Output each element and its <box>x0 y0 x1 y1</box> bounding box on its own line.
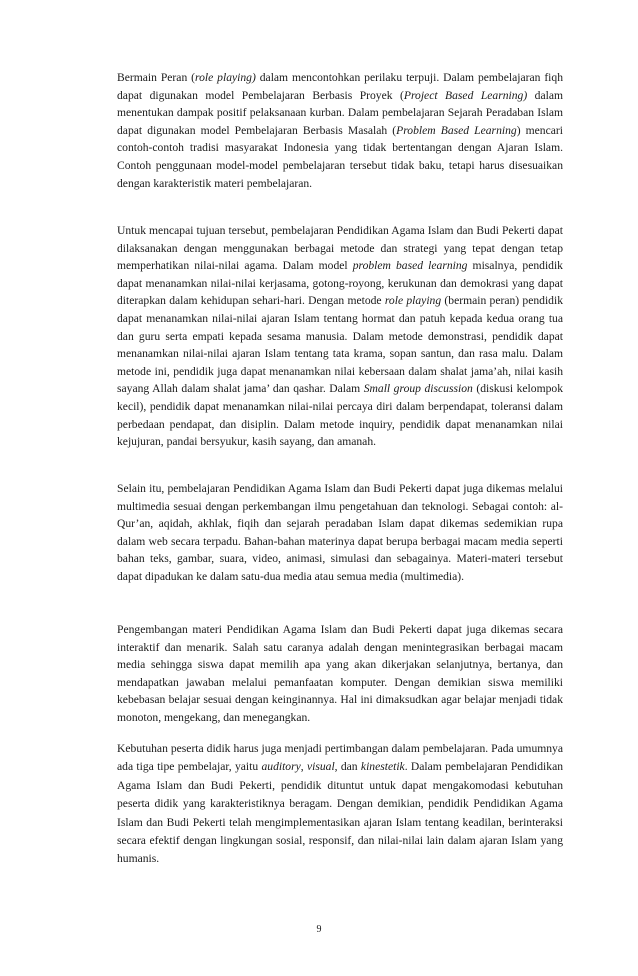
text-run: dalam menentukan dampak positif pelaksanaan kurban. Dalam pembelajaran Sejarah Peradaban Islam dapat digunakan model Pembelajaran Berbasis Masalah ( <box>117 88 563 137</box>
paragraph-3 <box>117 480 563 586</box>
text-run: dalam mencontohkan perilaku terpuji. Dalam pembelajaran fiqh dapat digunakan model Pembelajaran Berbasis Proyek ( <box>117 71 563 102</box>
text-run: Untuk mencapai tujuan tersebut, pembelajaran Pendidikan Agama Islam dan Budi Pekerti dapat dilaksanakan dengan menggunakan berbagai metode dan strategi yang tepat dengan tetap memperhatikan nilai-nilai agama. Dalam model <box>117 224 563 273</box>
text-run: Selain itu, pembelajaran Pendidikan Agama Islam dan Budi Pekerti dapat juga dikemas melalui multimedia sesuai dengan perkembangan ilmu pengetahuan dan teknologi. Sebagai contoh: al-Qur’an, aqidah, akhlak, fiqih dan sejarah peradaban Islam dapat dikemas sedemikian rupa dalam web secara terpadu. Bahan-bahan materinya dapat berupa berbagai macam media seperti bahan teks, gambar, suara, video, animasi, simulasi dan sebagainya. Materi-materi tersebut dapat dipadukan ke dalam satu-dua media atau semua media (multimedia). <box>117 482 563 583</box>
paragraph-4 <box>117 621 563 727</box>
text-run: Kebutuhan peserta didik harus juga menjadi pertimbangan dalam pembelajaran. Pada umumnya ada tiga tipe pembelajar, yaitu <box>117 742 563 774</box>
italic-text-run: Project Based Learning) <box>403 88 528 102</box>
italic-text-run: Small group discussion <box>363 382 473 396</box>
paragraph-5 <box>117 740 563 869</box>
italic-text-run: kinestetik <box>360 760 405 774</box>
italic-text-run: problem based learning <box>352 259 468 273</box>
paragraph-1 <box>117 69 563 192</box>
text-run: (diskusi kelompok kecil), pendidik dapat menanamkan nilai-nilai percaya diri dalam berpendapat, toleransi dalam perbedaan pendapat, dan disiplin. Dalam metode inquiry, pendidik dapat menanamkan nilai kejujuran, pandai bersyukur, kasih sayang, dan amanah. <box>117 382 563 449</box>
paragraph-2 <box>117 222 563 451</box>
italic-text-run: role playing <box>384 294 442 308</box>
text-run: , <box>300 760 307 774</box>
text-run: misalnya, pendidik dapat menanamkan nilai-nilai kerjasama, gotong-royong, kerukunan dan demokrasi yang dapat diterapkan dalam kehidupan sehari-hari. Dengan metode <box>117 259 563 308</box>
text-run: , dan <box>334 760 361 774</box>
text-run: . Dalam pembelajaran Pendidikan Agama Islam dan Budi Pekerti, pendidik dituntut untuk dapat mengakomodasi kebutuhan peserta didik yang karakteristiknya beragam. Dengan demikian, pendidik Pendidikan Agama Islam dan Budi Pekerti telah mengimplementasikan ajaran Islam tentang keadilan, berinteraksi secara efektif dengan lingkungan sosial, responsif, dan nilai-nilai lain dalam ajaran Islam yang humanis. <box>117 760 564 866</box>
italic-text-run: auditory <box>261 760 301 774</box>
text-run: Bermain Peran ( <box>117 71 196 84</box>
italic-text-run: Problem Based Learning <box>396 123 517 137</box>
text-run: ) mencari contoh-contoh tradisi masyarakat Indonesia yang tidak bertentangan dengan Ajaran Islam. Contoh penggunaan model-model pembelajaran tersebut tidak baku, tetapi harus disesuaikan dengan karakteristik materi pembelajaran. <box>117 123 563 190</box>
text-run: Pengembangan materi Pendidikan Agama Islam dan Budi Pekerti dapat juga dikemas secara interaktif dan menarik. Salah satu caranya adalah dengan menintegrasikan berbagai macam media sehingga siswa dapat memilih apa yang akan dikerjakan selanjutnya, bertanya, dan mendapatkan jawaban melalui pemanfaatan komputer. Dengan demikian siswa memiliki kebebasan belajar sesuai dengan keinginannya. Hal ini dimaksudkan agar belajar menjadi tidak monoton, mengekang, dan menegangkan. <box>117 623 563 724</box>
text-run: (bermain peran) pendidik dapat menanamkan nilai-nilai ajaran Islam tentang hormat dan patuh kepada kedua orang tua dan guru serta empati kepada sesama manusia. Dalam metode demonstrasi, pendidik dapat menanamkan nilai-nilai ajaran Islam tentang tata krama, sopan santun, dan rasa malu. Dalam metode ini, pendidik juga dapat menanamkan nilai kebersaan dalam shalat jama’ah, nilai kasih sayang Allah dalam shalat jama’ dan qashar. Dalam <box>117 294 563 396</box>
italic-text-run: visual <box>306 760 335 774</box>
page-number: 9 <box>316 924 322 935</box>
italic-text-run: role playing) <box>195 71 256 84</box>
